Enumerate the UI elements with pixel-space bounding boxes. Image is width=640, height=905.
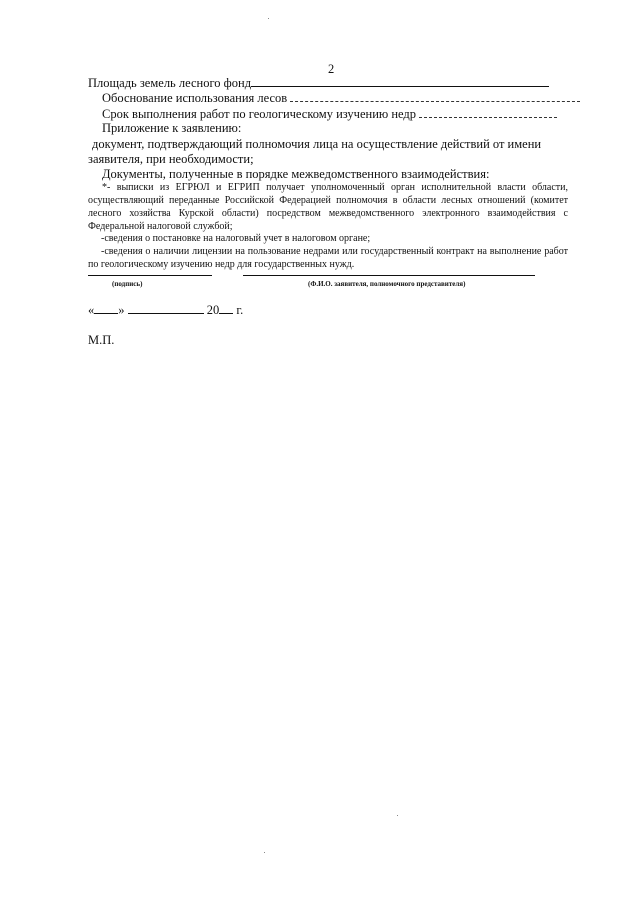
scan-speck (397, 815, 398, 816)
interagency-item-license: -сведения о наличии лицензии на пользование недрами или государственный контракт на выполнение работ по геологическому изучению недр для государственных нужд. (88, 246, 568, 270)
scan-speck (268, 18, 269, 19)
interagency-item-tax: -сведения о постановке на налоговый учет в налоговом органе; (101, 233, 371, 244)
attachment-doc-line-2: заявителя, при необходимости; (88, 152, 254, 166)
interagency-item-egrul: *- выписки из ЕГРЮЛ и ЕГРИП получает уполномоченный орган исполнительной власти области, осуществляющий переданные Российской Федерацией полномочия в области лесных отношений (комитет лесного хозяйства Курской области) посредством межведомственного электронного взаимодействия с Федеральной налоговой службой; (88, 182, 568, 232)
attachment-heading: Приложение к заявлению: (102, 121, 242, 135)
page-number: 2 (328, 62, 335, 76)
month-blank (128, 302, 204, 314)
date-open-quote: « (88, 303, 95, 317)
scan-speck (264, 852, 265, 853)
interagency-heading: Документы, полученные в порядке межведомственного взаимодействия: (102, 167, 490, 181)
attachment-doc-line-1: документ, подтверждающий полномочия лица на осуществление действий от имени (92, 137, 542, 151)
name-caption: (Ф.И.О. заявителя, полномочного представителя) (308, 280, 466, 288)
date-close-quote: » (118, 303, 125, 317)
day-blank (94, 302, 118, 314)
work-term-blank (419, 106, 557, 118)
forest-area-label: Площадь земель лесного фонд (88, 76, 252, 90)
forest-area-blank (251, 75, 549, 87)
forest-use-field (102, 90, 580, 106)
signature-line (88, 275, 212, 276)
year-prefix: 20 (206, 303, 220, 317)
work-term-label: Срок выполнения работ по геологическому изучению недр (102, 107, 417, 121)
year-blank (219, 302, 233, 314)
forest-area-field (88, 75, 549, 91)
year-suffix: г. (236, 303, 244, 317)
date-line (88, 302, 243, 318)
forest-use-blank (290, 90, 580, 102)
stamp-place: М.П. (88, 333, 115, 347)
work-term-field (102, 106, 557, 122)
signature-caption: (подпись) (112, 280, 143, 288)
forest-use-label: Обоснование использования лесов (102, 91, 288, 105)
name-line (243, 275, 535, 276)
